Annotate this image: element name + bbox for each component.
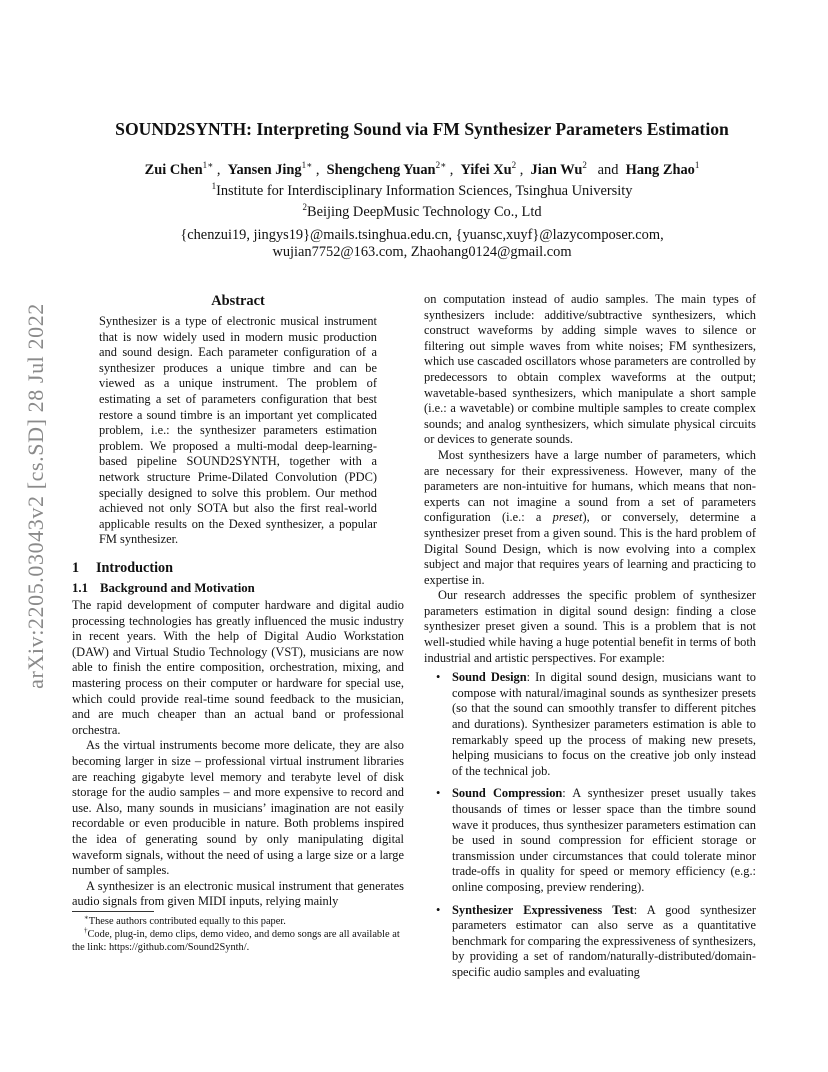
author-mark: 1 — [694, 160, 700, 171]
author-name: Yifei Xu — [460, 162, 512, 178]
subsection-heading — [72, 581, 404, 597]
bullet-text: : In digital sound design, musicians want to compose with natural/imaginal sounds as synthesizer presets (so that the sound can smoothly transfer to different pitches and durations). Synthesizer parameters estimation is able to remarkably speed up the process of making new presets, helping musicians to focus on the creative job only instead of the technical job. — [452, 670, 756, 778]
body-paragraph: The rapid development of computer hardware and digital audio processing technologies has greatly influenced the music industry in recent years. With the help of Digital Audio Workstation (DAW) and Virtual Studio Technology (VST), musicians are now able to finish the entire composition, orchestration, mixing, and mastering process on their computer or hardware for special use, which could provide real-time sound feedback to the musician, and are much cheaper than an actual band or professional orchestra. — [72, 598, 404, 737]
body-paragraph: Our research addresses the specific problem of synthesizer parameters estimation in digital sound design: finding a close synthesizer preset given a sound. This is a problem that is not well-studied while having a huge potential benefit in terms of both industrial and artistic perspectives. For example: — [424, 588, 756, 665]
author-mark: 2∗ — [435, 160, 447, 171]
subsection-number: 1.1 — [72, 580, 88, 595]
bullet-item — [424, 903, 756, 981]
section-heading — [72, 561, 404, 577]
author-mark: 1∗ — [301, 160, 313, 171]
bullet-dot-icon: • — [436, 902, 441, 917]
bullet-term: Sound Compression — [452, 786, 563, 801]
footnote — [72, 915, 404, 928]
affiliation-mark: 1 — [211, 181, 217, 192]
bullet-text: : A good synthesizer parameters estimator can also serve as a quantitative benchmark for comparing the expressiveness of synthesizers, by providing a set of random/naturally-distributed/domain-specific audio samples and evaluating — [452, 902, 756, 979]
bullet-term: Sound Design — [452, 670, 527, 685]
body-paragraph — [424, 448, 756, 588]
author-name: Hang Zhao — [625, 162, 695, 178]
affiliation — [72, 182, 772, 201]
affiliation-mark: 2 — [302, 202, 307, 213]
author-name: Yansen Jing — [227, 162, 302, 178]
author-mark: 2 — [511, 160, 517, 171]
subsection-title: Background and Motivation — [100, 580, 255, 595]
abstract-heading: Abstract — [211, 293, 265, 309]
bullet-item — [424, 670, 756, 779]
paragraph-part: Most synthesizers have a large number of parameters, which are necessary for their expressiveness. However, many of the parameters are non-intuitive for humans, which means that non-experts can not imagine a sound from a set of parameters configuration (i.e.: a — [424, 447, 756, 525]
left-column — [72, 292, 404, 910]
author-conjunction: and — [597, 162, 619, 178]
footnote-rule — [72, 911, 154, 912]
author-list: Zui Chen$^{1∗}$ , Yansen Jing$^{1∗}$ , Shengcheng Yuan$^{2∗}$ , Yifei Xu$^2$ , Jian Wu$^2$ and Hang Zhao$^1$ — [144, 160, 700, 178]
email-line: wujian7752@163.com, Zhaohang0124@gmail.com — [272, 244, 572, 260]
author-name: Zui Chen — [144, 162, 203, 178]
bullet-text: : A synthesizer preset usually takes thousands of times or lesser space than the timbre sound wave it produces, thus synthesizer parameters estimation can be used in sound compression for efficient storage or transmission under circumstances that could tolerate minor trade-offs in quality for speed or memory efficiency (e.g.: online composing, preview rendering). — [452, 786, 756, 894]
author-mark: 1∗ — [202, 160, 214, 171]
footnote-mark: ∗ — [84, 913, 89, 922]
paragraph-part: ), or conversely, determine a synthesizer preset from a given sound. This is the hard problem of Digital Sound Design, which is now evolving into a complex subject and major that requires years of learning and practicing to expertise in. — [424, 510, 756, 587]
footnote — [72, 928, 404, 954]
emphasis-term: preset — [552, 510, 583, 525]
affiliation — [72, 203, 772, 222]
body-paragraph: As the virtual instruments become more delicate, they are also becoming larger in size – professional virtual instrument libraries are reaching gigabyte level memory and terabyte level of disk storage for the audio samples – and more expensive to record and use. Also, many sounds in musicians’ imagination are not easily recordable or even producible in nature. Both problems inspired the idea of generating sound by only manipulating digital waveform signals, without the need of using a large size or a large number of samples. — [72, 738, 404, 878]
email-line: {chenzui19, jingys19}@mails.tsinghua.edu.cn, {yuansc,xuyf}@lazycomposer.com, — [180, 227, 664, 243]
author-name: Shengcheng Yuan — [326, 162, 436, 178]
arxiv-stamp-text: arXiv:2205.03043v2 [cs.SD] 28 Jul 2022 — [23, 303, 48, 689]
bullet-dot-icon: • — [436, 786, 441, 801]
paper-title: SOUND2SYNTH: Interpreting Sound via FM Synthesizer Parameters Estimation — [115, 119, 729, 139]
author-mark: 2 — [582, 160, 587, 171]
abstract-text: Synthesizer is a type of electronic musical instrument that is now widely used in modern music production and sound design. Each parameter configuration of a synthesizer produces a unique timbre and can be viewed as a unique instrument. The problem of estimating a set of parameters configuration that best restore a sound timbre is an important yet complicated problem, i.e.: the synthesizer parameters estimation problem. We proposed a multi-modal deep-learning-based pipeline SOUND2SYNTH, together with a network structure Prime-Dilated Convolution (PDC) specially designed to solve this problem. Our method achieved not only SOTA but also the first real-world applicable results on the Dexed synthesizer, a popular FM synthesizer. — [99, 314, 377, 547]
bullet-item — [424, 786, 756, 895]
footnote-text: These authors contributed equally to this paper. — [88, 916, 286, 927]
bullet-dot-icon: • — [436, 670, 441, 685]
bullet-term: Synthesizer Expressiveness Test — [452, 902, 634, 917]
section-title: Introduction — [96, 559, 173, 576]
body-paragraph: on computation instead of audio samples. The main types of synthesizers include: additive/subtractive synthesizers, which construct waveforms by adding simple waves to silence or filtering out simple waves from white noises; FM synthesizers, which use cascaded oscillators whose parameters are controlled by predecessors to obtain complex waveforms at the output; wavetable-based synthesizers, which manipulate a short sample (i.e.: a wavetable) or combine multiple samples to create complex sounds; and analog synthesizers, which simulate physical circuits or devices to generate sounds. — [424, 292, 756, 447]
footnote-mark: † — [84, 926, 88, 935]
right-column — [424, 292, 756, 988]
bullet-list — [424, 670, 756, 980]
affiliation-text: Institute for Interdisciplinary Information Sciences, Tsinghua University — [216, 183, 633, 199]
body-paragraph: A synthesizer is an electronic musical instrument that generates audio signals from given MIDI inputs, relying mainly — [72, 878, 404, 909]
section-number: 1 — [72, 559, 80, 576]
arxiv-stamp — [14, 296, 58, 696]
affiliation-text: Beijing DeepMusic Technology Co., Ltd — [306, 204, 542, 220]
footnotes — [72, 915, 404, 954]
author-name: Jian Wu — [530, 162, 583, 178]
footnote-text: Code, plug-in, demo clips, demo video, and demo songs are all available at the link: https://github.com/Sound2Synth/. — [72, 929, 400, 953]
